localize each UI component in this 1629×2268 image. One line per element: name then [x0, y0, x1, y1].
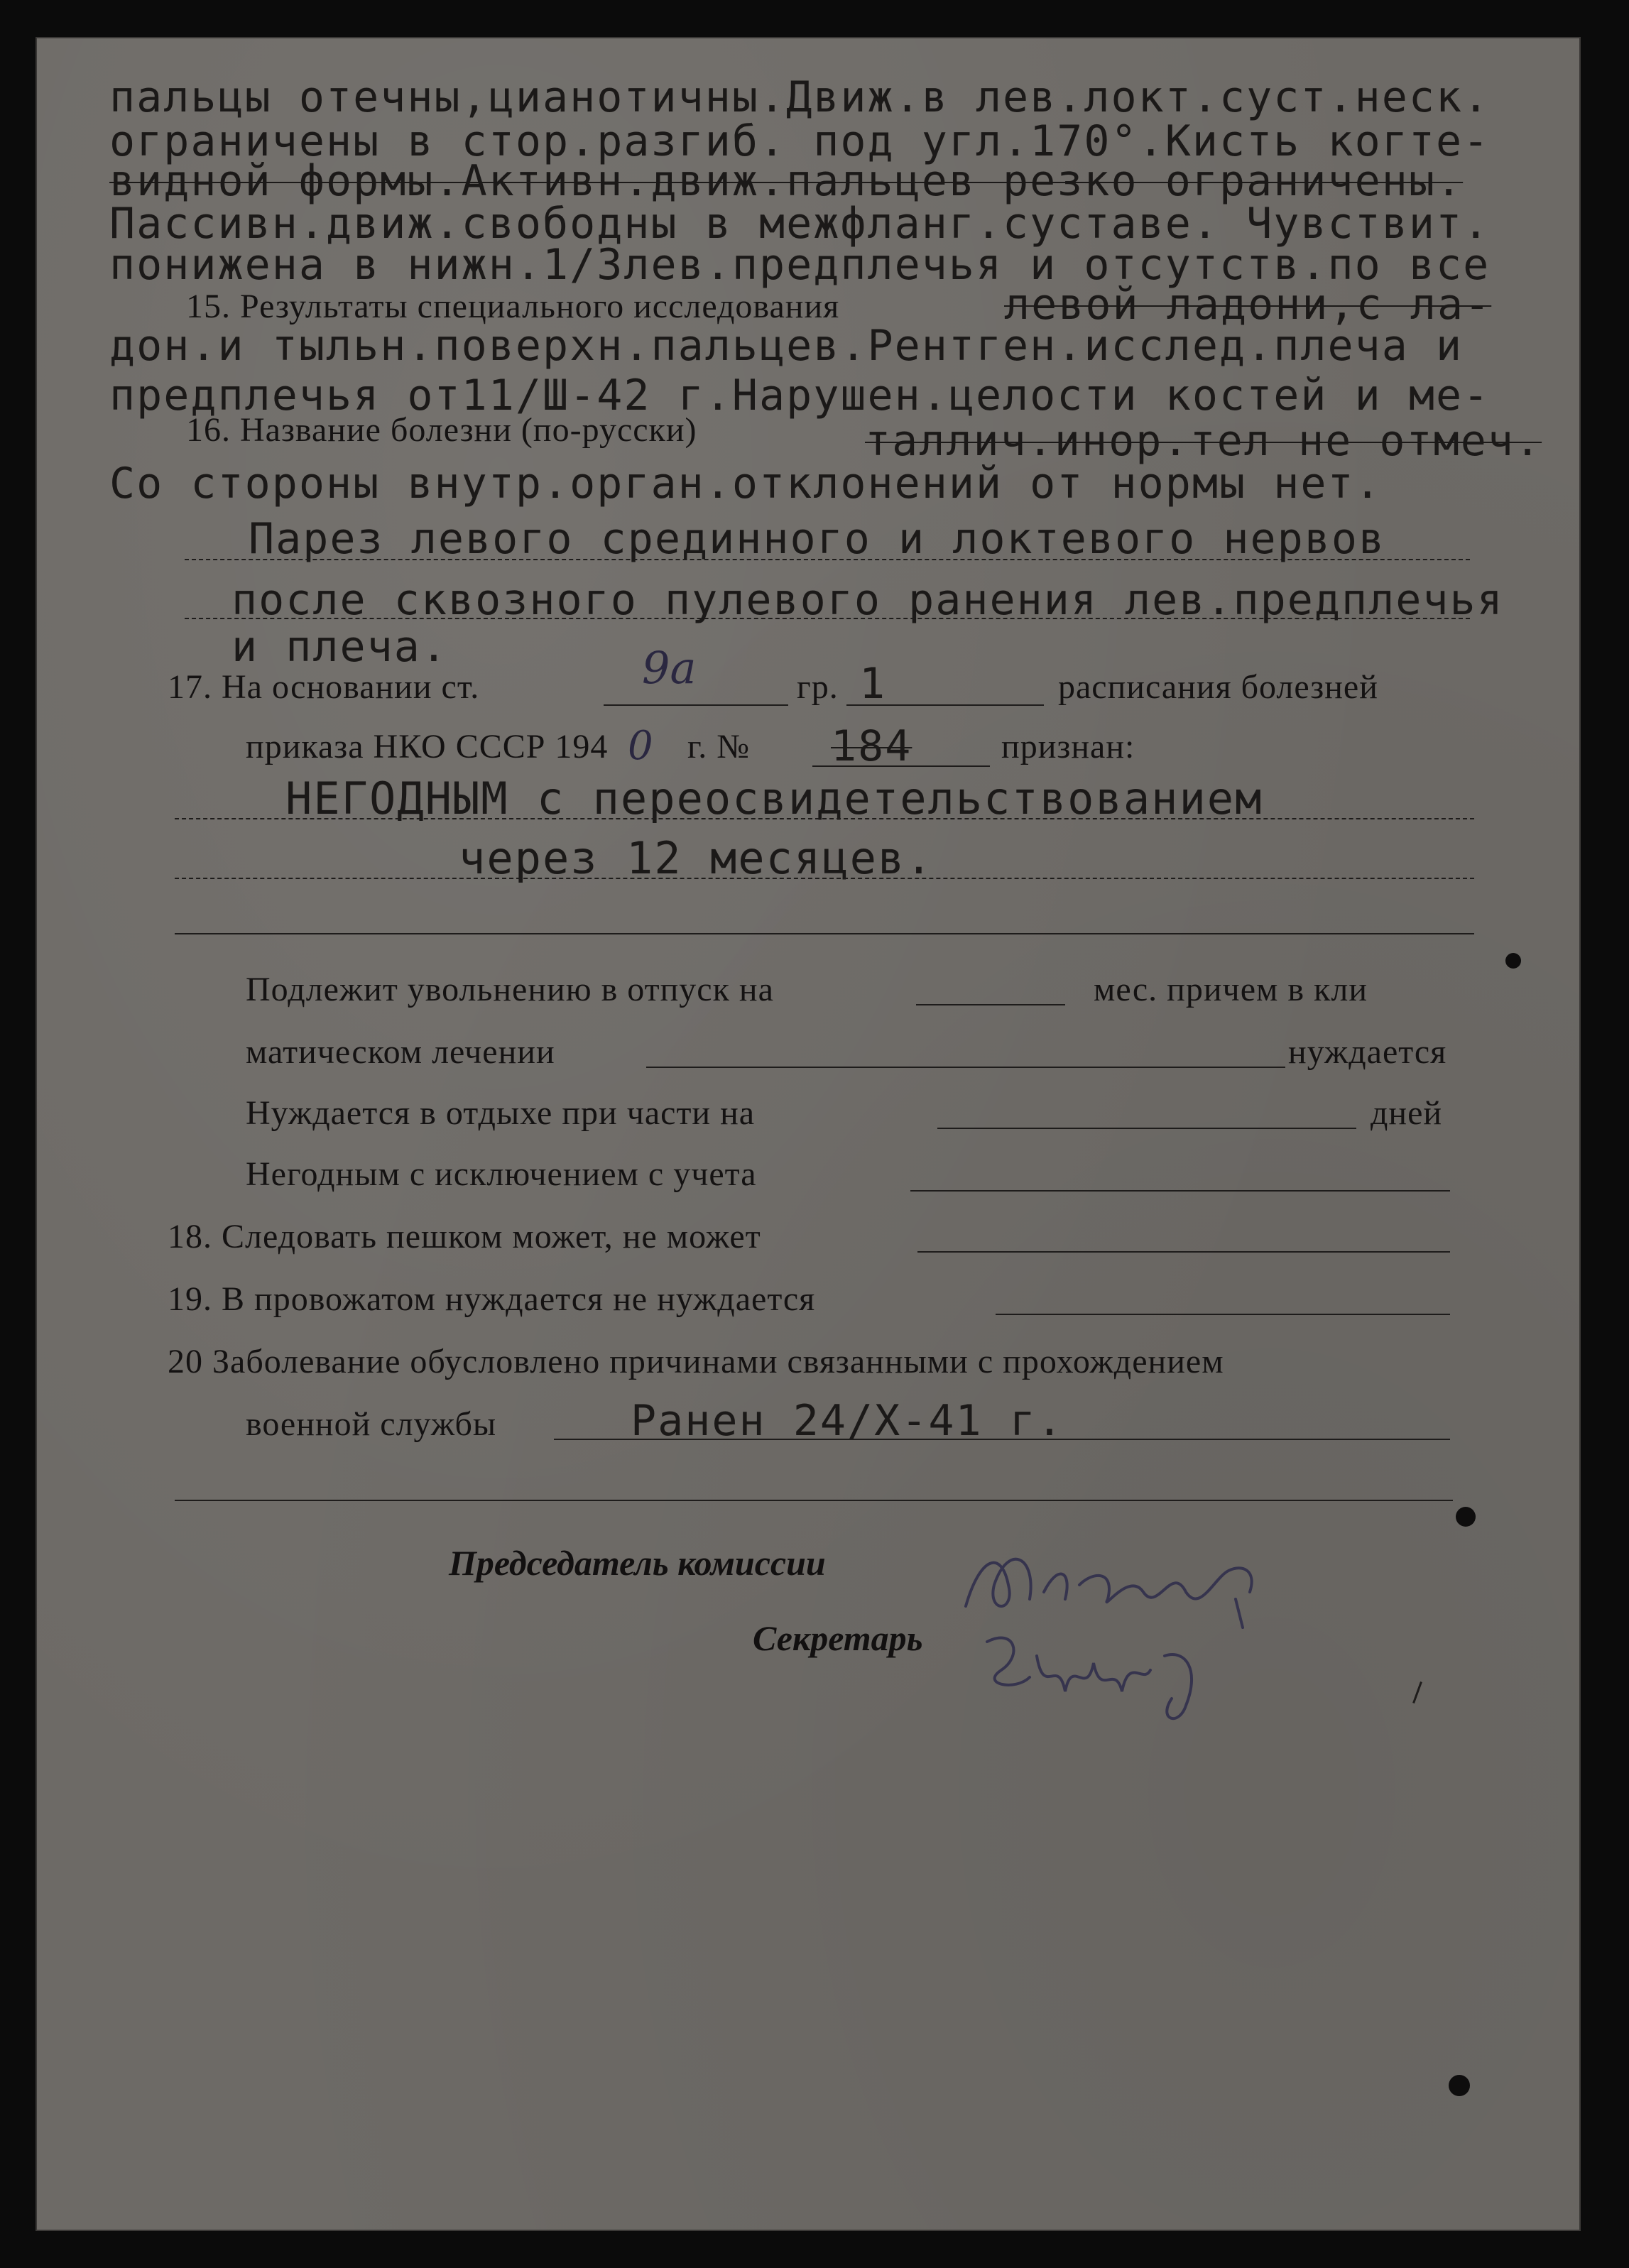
item17-order-rule	[812, 765, 990, 767]
item17-verdict-2: через 12 месяцев.	[459, 832, 934, 884]
item16-typed-inline: таллич.инор.тел не отмеч.	[865, 416, 1542, 466]
item20-bottom-rule	[175, 1500, 1453, 1501]
leave-line3-rule	[937, 1128, 1356, 1129]
item17-verdict-rule-1	[175, 818, 1474, 819]
leave-line2-b: нуждается	[1288, 1033, 1447, 1071]
item17-gr-rule	[846, 704, 1044, 706]
punch-hole	[1456, 1507, 1476, 1527]
item20-rule	[554, 1439, 1450, 1440]
leave-line4-rule	[910, 1190, 1450, 1192]
typed-line-3: видной формы.Активн.движ.пальцев резко ограничены.	[109, 156, 1464, 206]
tick-mark	[1412, 1681, 1422, 1703]
item17-verdict-rule-2	[175, 878, 1474, 879]
item16-dash-2	[185, 618, 1470, 619]
item16-typed-line-1: Со стороны внутр.орган.отклонений от нормы нет.	[109, 459, 1382, 508]
item16-typed-line-4: и плеча.	[231, 622, 448, 672]
typed-line-4: Пассивн.движ.свободны в межфланг.суставе. Чувствит.	[109, 199, 1491, 249]
item20-line2-value: Ранен 24/Х-41 г.	[631, 1396, 1064, 1446]
item17-prefix: 17. На основании ст.	[168, 668, 480, 706]
typed-line-2: ограничены в стор.разгиб. под угл.170°.Кисть когте-	[109, 116, 1491, 166]
leave-line3-b: дней	[1371, 1094, 1443, 1132]
leave-line3-a: Нуждается в отдыхе при части на	[246, 1094, 756, 1132]
item17-gr-value: 1	[859, 659, 887, 709]
punch-hole	[1505, 953, 1521, 969]
item17-line2-mid: г. №	[687, 728, 751, 765]
item16-typed-line-2: Парез левого срединного и локтевого нервов	[249, 514, 1386, 564]
leave-line1-a: Подлежит увольнению в отпуск на	[246, 971, 774, 1008]
leave-line1-rule	[916, 1004, 1065, 1005]
chairman-label: Председатель комиссии	[449, 1543, 826, 1583]
item17-st-value: 9а	[642, 642, 697, 694]
secretary-label: Секретарь	[753, 1618, 923, 1658]
item17-order-no: 184	[831, 721, 912, 771]
item20-line2-label: военной службы	[246, 1405, 497, 1443]
item15-typed-line-1: дон.и тыльн.поверхн.пальцев.Рентген.исслед.плеча и	[109, 321, 1464, 371]
typed-line-5: понижена в нижн.1/3лев.предплечья и отсутств.по все	[109, 240, 1491, 290]
item15-label: 15. Результаты специального исследования	[186, 288, 840, 325]
leave-line2-a: матическом лечении	[246, 1033, 555, 1071]
item17-st-rule	[604, 704, 788, 706]
item19-text: 19. В провожатом нуждается не нуждается	[168, 1280, 816, 1318]
typed-line-1: пальцы отечны,цианотичны.Движ.в лев.локт.суст.неск.	[109, 72, 1491, 122]
item18-text: 18. Следовать пешком может, не может	[168, 1218, 761, 1255]
item20-line1: 20 Заболевание обусловлено причинами связанными с прохождением	[168, 1343, 1224, 1380]
item15-typed-inline: левой ладони,с ла-	[1004, 280, 1492, 329]
item16-label: 16. Название болезни (по-русски)	[186, 411, 697, 449]
item19-rule	[996, 1314, 1450, 1315]
document-page	[36, 37, 1581, 2231]
punch-hole	[1449, 2075, 1470, 2096]
item18-rule	[917, 1251, 1450, 1253]
item16-dash-1	[185, 559, 1470, 560]
leave-line2-rule	[646, 1067, 1285, 1068]
item16-typed-line-3: после сквозного пулевого ранения лев.предплечья	[231, 575, 1504, 625]
leave-line4-a: Негодным с исключением с учета	[246, 1155, 757, 1193]
item17-verdict-1: НЕГОДНЫМ с переосвидетельствованием	[285, 773, 1263, 824]
item17-line2-suffix: признан:	[1001, 728, 1135, 765]
item17-verdict-rule-3	[175, 933, 1474, 934]
item15-typed-line-2: предплечья от11/Ш-42 г.Нарушен.целости костей и ме-	[109, 371, 1491, 420]
secretary-signature	[973, 1613, 1257, 1734]
item17-suffix: расписания болезней	[1058, 668, 1378, 706]
leave-line1-b: мес. причем в кли	[1094, 971, 1368, 1008]
item17-year-value: 0	[628, 723, 653, 769]
item17-gr-label: гр.	[797, 668, 839, 706]
item17-line2-prefix: приказа НКО СССР 194	[246, 728, 609, 765]
